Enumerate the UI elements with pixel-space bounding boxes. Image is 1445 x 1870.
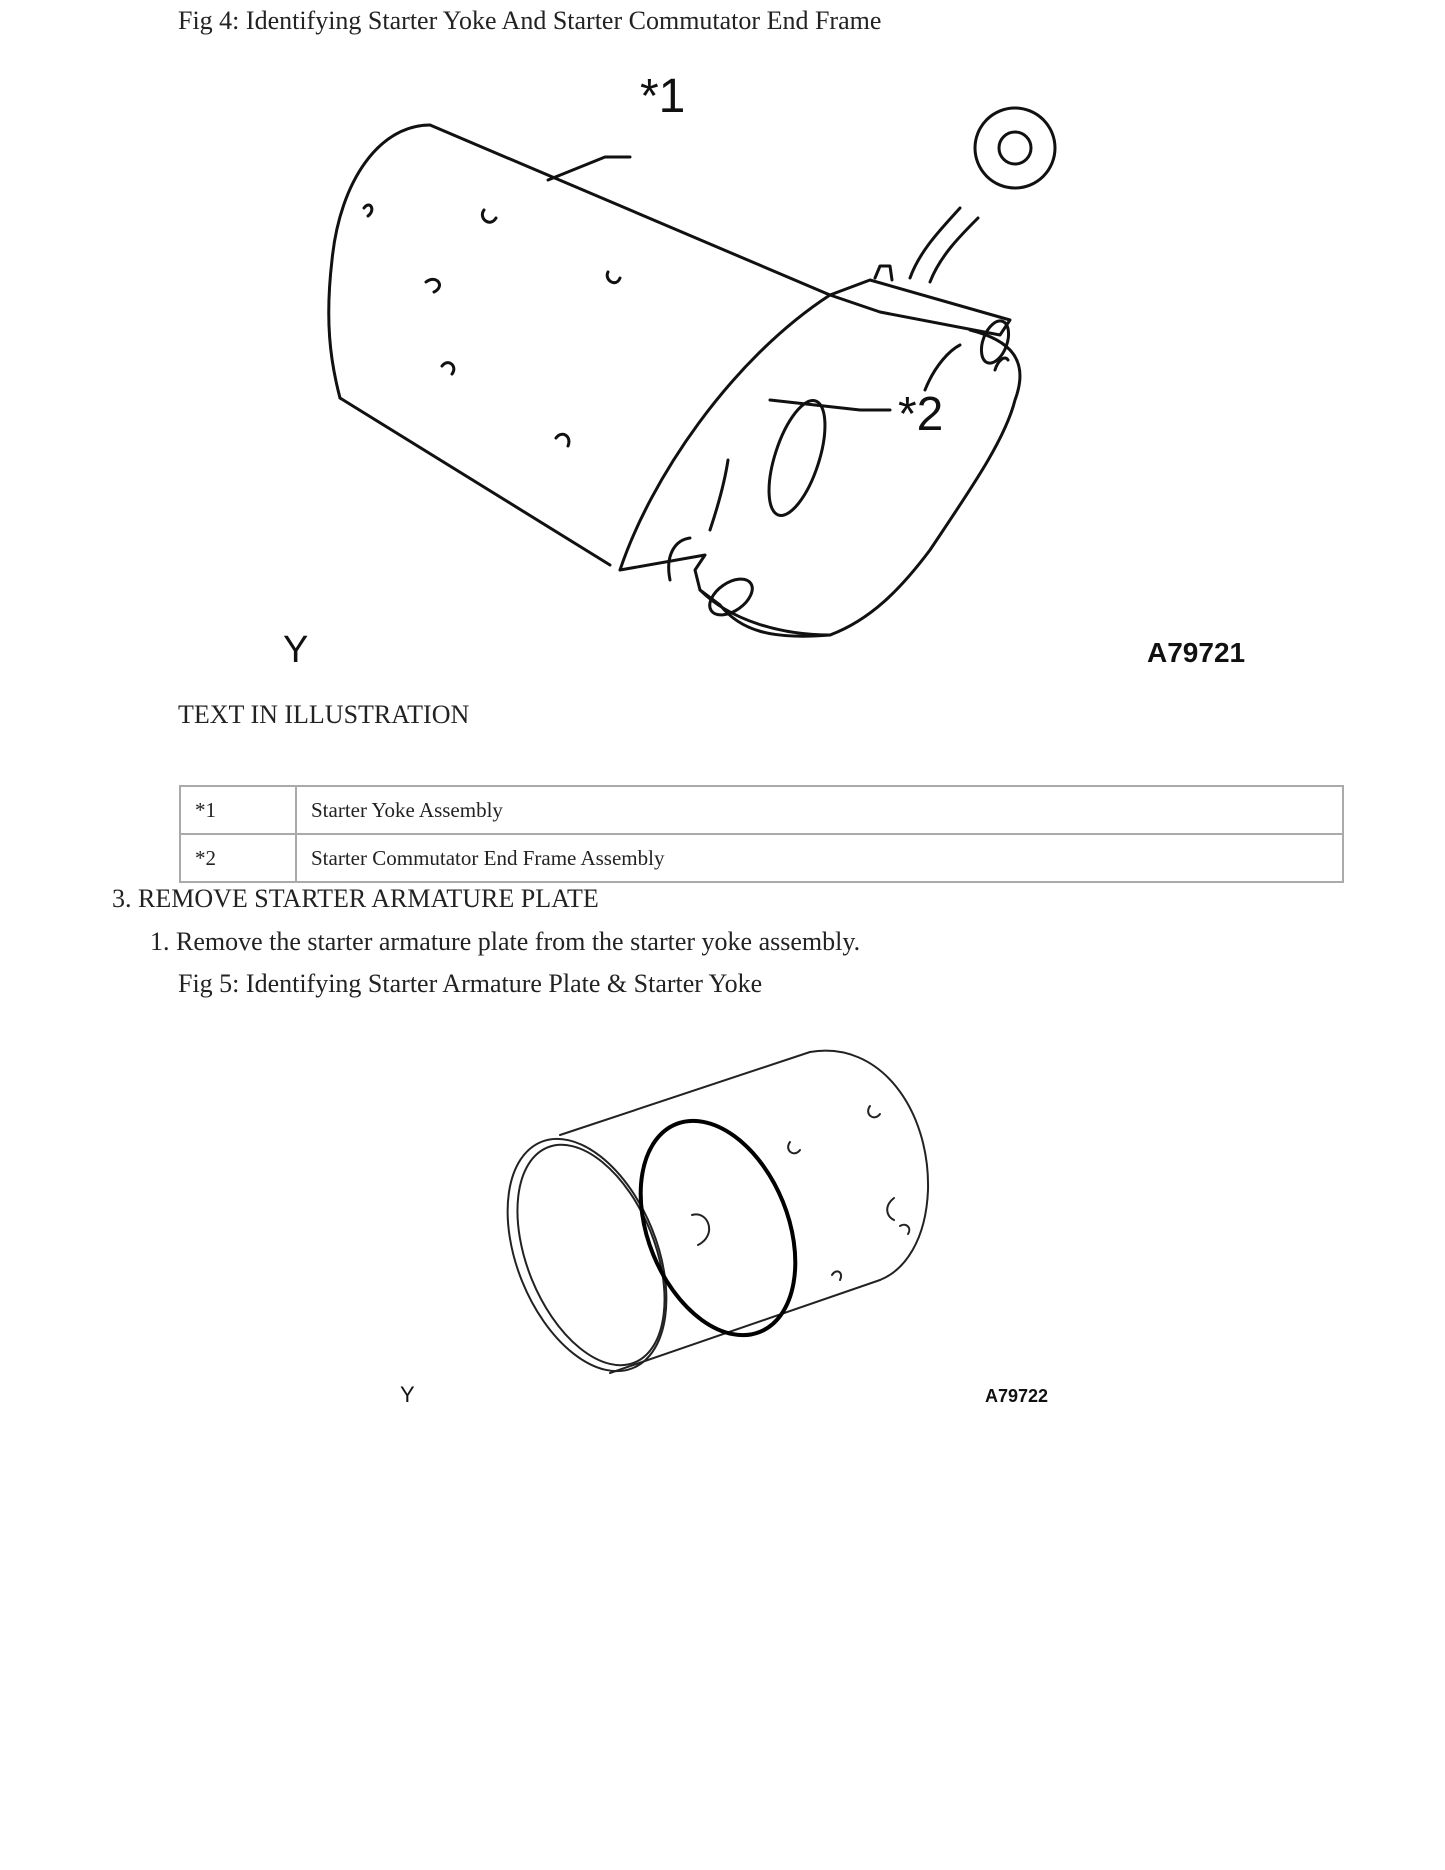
text-in-illustration-heading: TEXT IN ILLUSTRATION — [178, 700, 470, 729]
fig5-caption: Fig 5: Identifying Starter Armature Plate & Starter Yoke — [178, 969, 763, 998]
legend-label: Starter Commutator End Frame Assembly — [296, 834, 1343, 882]
step-3-heading: 3. REMOVE STARTER ARMATURE PLATE — [112, 884, 599, 913]
corner-mark: Y — [283, 629, 309, 671]
armature-plate-illustration — [400, 1030, 1080, 1407]
legend-key: *2 — [180, 834, 296, 882]
substep-1-text: 1. Remove the starter armature plate from the starter yoke assembly. — [150, 927, 861, 956]
table-row — [180, 834, 1343, 882]
figure-code: A79721 — [1147, 637, 1246, 668]
starter-yoke-illustration — [270, 60, 1260, 690]
figure-code: A79722 — [985, 1386, 1049, 1406]
table-row — [180, 786, 1343, 834]
callout-1-label: *1 — [640, 70, 686, 123]
corner-mark: Y — [400, 1382, 415, 1407]
legend-table — [179, 785, 1344, 883]
fig4-caption: Fig 4: Identifying Starter Yoke And Starter Commutator End Frame — [178, 6, 882, 35]
legend-key: *1 — [180, 786, 296, 834]
legend-label: Starter Yoke Assembly — [296, 786, 1343, 834]
callout-2-label: *2 — [898, 388, 944, 441]
